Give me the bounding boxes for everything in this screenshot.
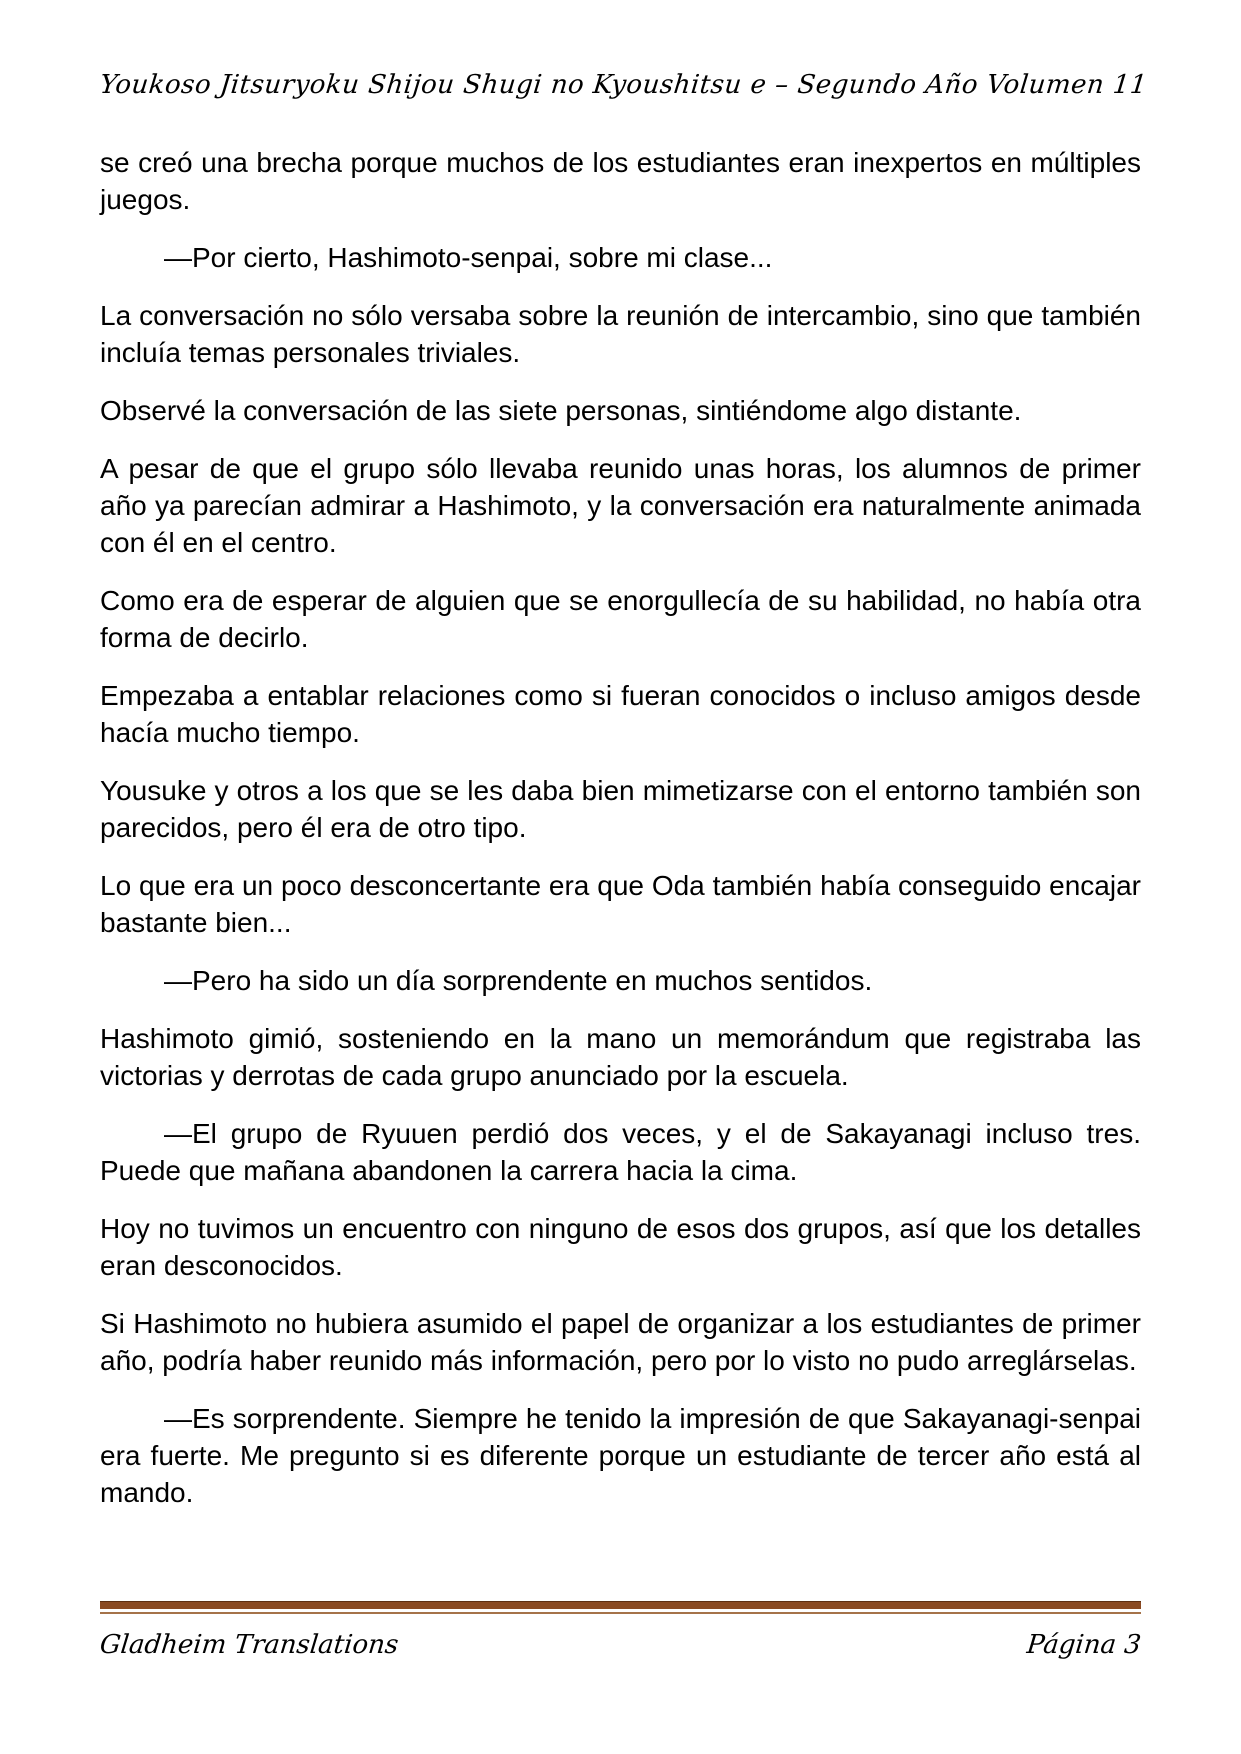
header-title: Youkoso Jitsuryoku Shijou Shugi no Kyoushitsu e – Segundo Año Volumen 11 bbox=[98, 70, 1149, 100]
dialogue-paragraph: —Es sorprendente. Siempre he tenido la impresión de que Sakayanagi-senpai era fuerte. Me pregunto si es diferente porque un estudiante de tercer año está al mando. bbox=[100, 1403, 1141, 1508]
footer-page-number: Página 3 bbox=[1025, 1630, 1143, 1660]
dialogue-paragraph: —Pero ha sido un día sorprendente en muchos sentidos. bbox=[164, 965, 873, 996]
footer-rule-thick bbox=[100, 1601, 1141, 1609]
footer-rule-thin bbox=[100, 1612, 1141, 1614]
footer-translator: Gladheim Translations bbox=[98, 1630, 400, 1660]
dialogue-paragraph: —El grupo de Ryuuen perdió dos veces, y el de Sakayanagi incluso tres. Puede que mañana abandonen la carrera hacia la cima. bbox=[100, 1118, 1141, 1186]
footer-row bbox=[100, 1630, 1141, 1660]
paragraph: Lo que era un poco desconcertante era que Oda también había conseguido encajar bastante bien... bbox=[100, 870, 1141, 938]
paragraph: A pesar de que el grupo sólo llevaba reunido unas horas, los alumnos de primer año ya parecían admirar a Hashimoto, y la conversación era naturalmente animada con él en el centro. bbox=[100, 453, 1141, 558]
dialogue-paragraph: —Por cierto, Hashimoto-senpai, sobre mi clase... bbox=[164, 242, 773, 273]
document-footer bbox=[100, 1601, 1141, 1660]
document-body bbox=[100, 144, 1141, 1511]
paragraph: Empezaba a entablar relaciones como si fueran conocidos o incluso amigos desde hacía mucho tiempo. bbox=[100, 680, 1141, 748]
paragraph: Hashimoto gimió, sosteniendo en la mano un memorándum que registraba las victorias y derrotas de cada grupo anunciado por la escuela. bbox=[100, 1023, 1141, 1091]
paragraph: se creó una brecha porque muchos de los estudiantes eran inexpertos en múltiples juegos. bbox=[100, 147, 1141, 215]
paragraph: Observé la conversación de las siete personas, sintiéndome algo distante. bbox=[100, 395, 1022, 426]
paragraph: Como era de esperar de alguien que se enorgullecía de su habilidad, no había otra forma de decirlo. bbox=[100, 585, 1141, 653]
paragraph: La conversación no sólo versaba sobre la reunión de intercambio, sino que también incluía temas personales triviales. bbox=[100, 300, 1141, 368]
document-header bbox=[98, 70, 1149, 100]
paragraph: Hoy no tuvimos un encuentro con ninguno de esos dos grupos, así que los detalles eran desconocidos. bbox=[100, 1213, 1141, 1281]
paragraph: Yousuke y otros a los que se les daba bien mimetizarse con el entorno también son parecidos, pero él era de otro tipo. bbox=[100, 775, 1141, 843]
paragraph: Si Hashimoto no hubiera asumido el papel de organizar a los estudiantes de primer año, podría haber reunido más información, pero por lo visto no pudo arreglárselas. bbox=[100, 1308, 1141, 1376]
